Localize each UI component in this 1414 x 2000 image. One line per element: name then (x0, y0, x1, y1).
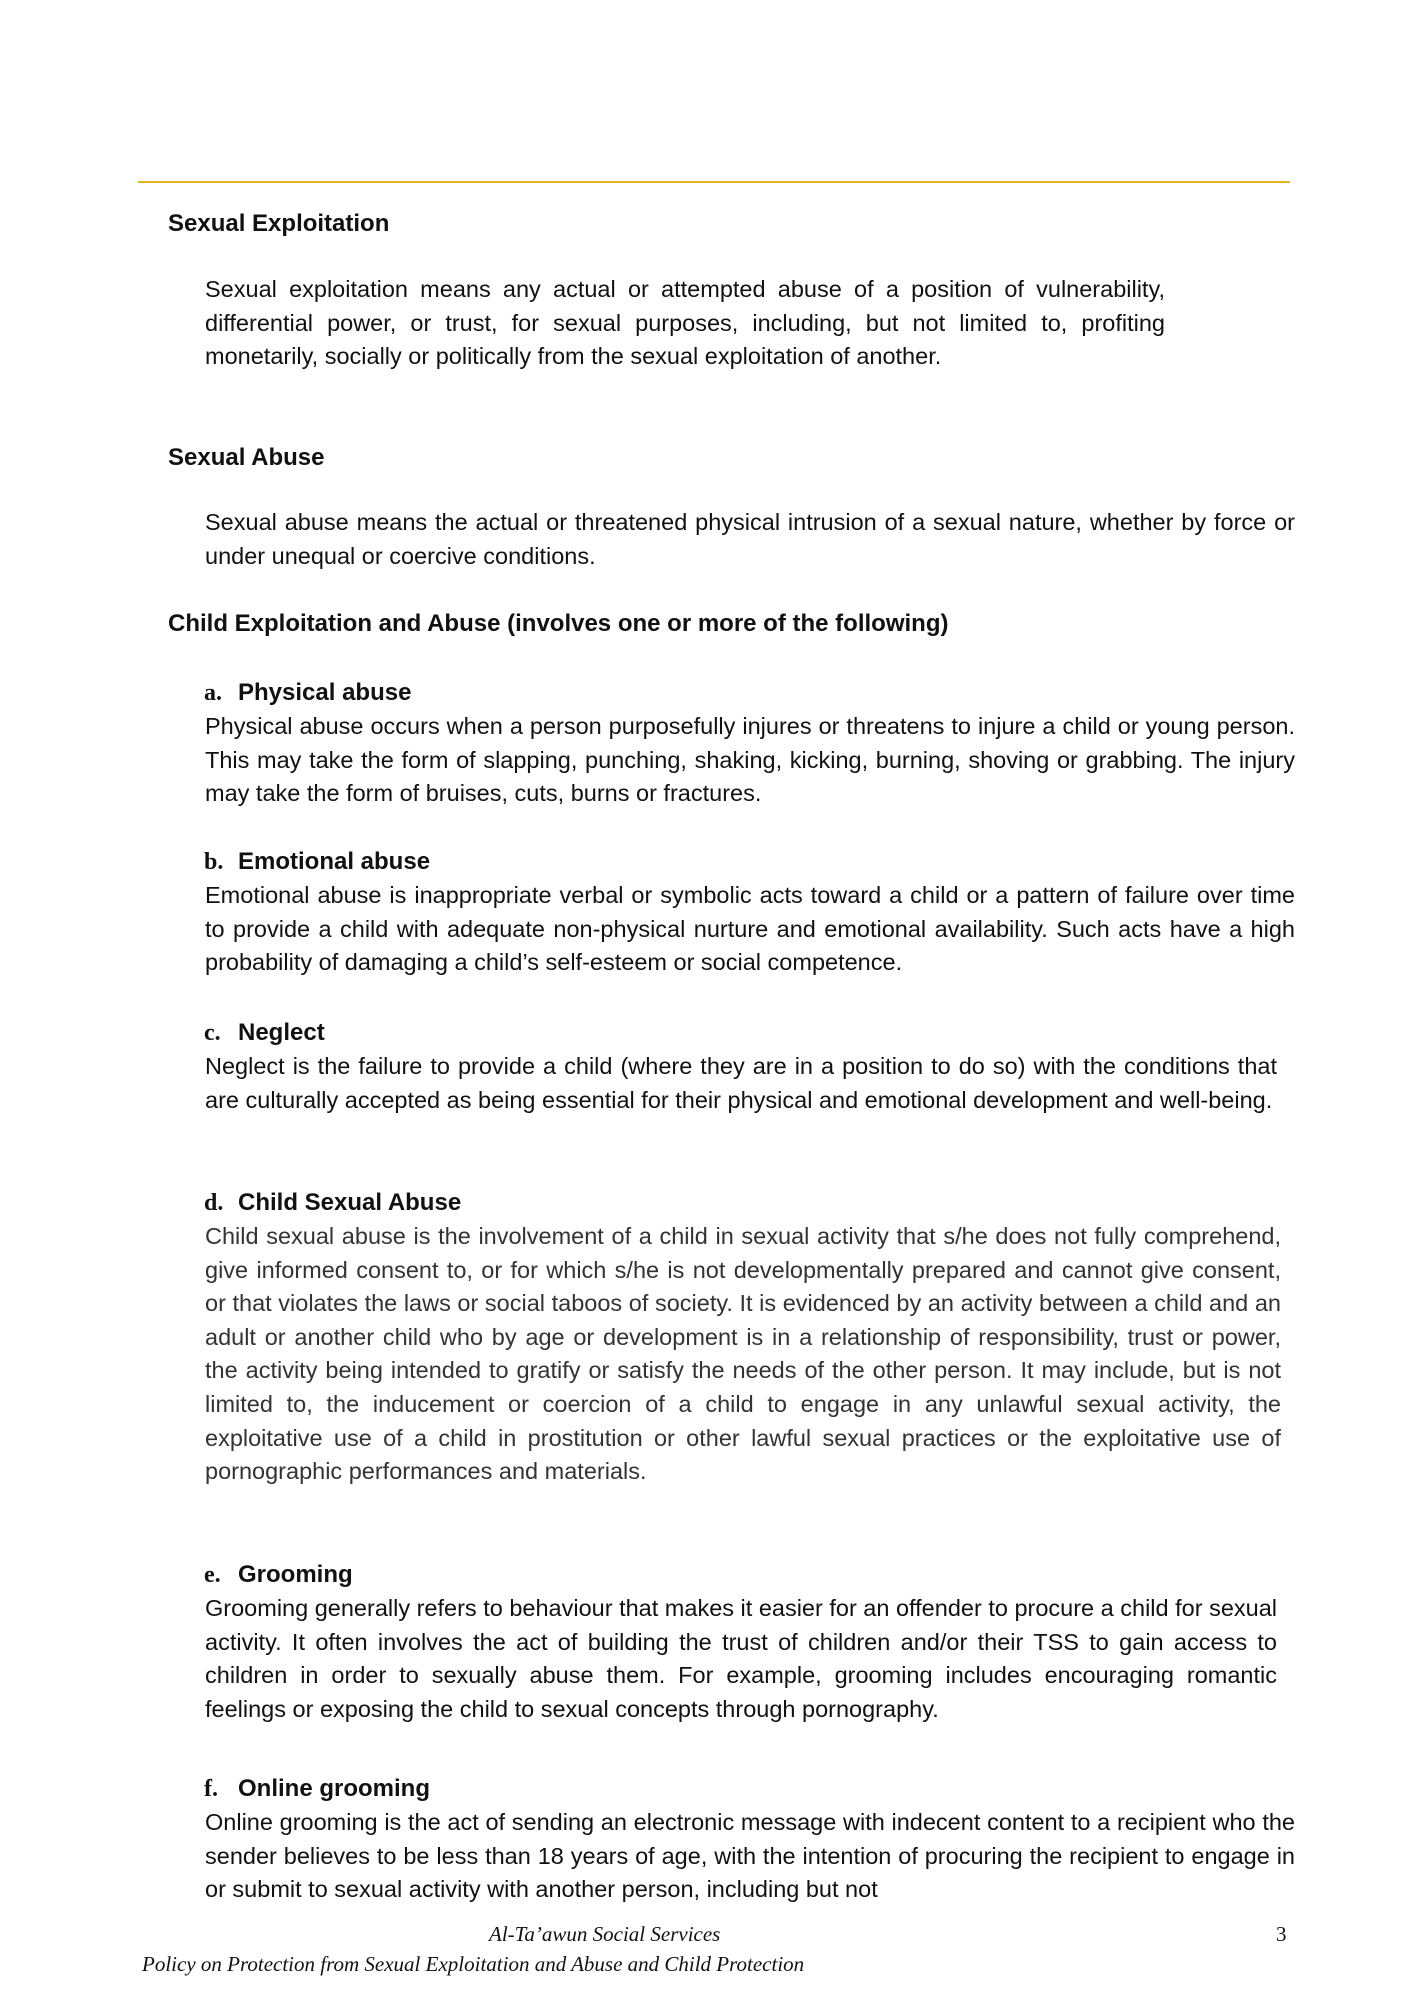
paragraph-sexual-abuse: Sexual abuse means the actual or threatened physical intrusion of a sexual nature, whether by force or under unequal or coercive conditions. (205, 509, 1295, 569)
subheading-title: Grooming (238, 1561, 353, 1588)
paragraph-neglect: Neglect is the failure to provide a child (where they are in a position to do so) with the conditions that are culturally accepted as being essential for their physical and emotional development and well-being. (205, 1053, 1277, 1113)
heading-sexual-exploitation: Sexual Exploitation (168, 210, 390, 237)
paragraph-sexual-exploitation: Sexual exploitation means any actual or attempted abuse of a position of vulnerability, differential power, or trust, for sexual purposes, including, but not limited to, profiting monetarily, socially or politically from the sexual exploitation of another. (205, 276, 1165, 370)
subheading-online-grooming (204, 1774, 430, 1804)
paragraph-emotional-abuse: Emotional abuse is inappropriate verbal or symbolic acts toward a child or a pattern of failure over time to provide a child with adequate non-physical nurture and emotional availability. Such acts have a high probability of damaging a child’s self-esteem or social competence. (205, 882, 1295, 976)
subheading-child-sexual-abuse (204, 1188, 461, 1218)
footer-organization: Al-Ta’awun Social Services (489, 1922, 721, 1946)
header-rule (138, 181, 1290, 183)
heading-sexual-abuse: Sexual Abuse (168, 444, 325, 471)
heading-child-exploitation: Child Exploitation and Abuse (involves one or more of the following) (168, 610, 949, 637)
subheading-physical-abuse (204, 678, 411, 708)
subheading-title: Neglect (238, 1019, 325, 1046)
paragraph-child-sexual-abuse: Child sexual abuse is the involvement of a child in sexual activity that s/he does not fully comprehend, give informed consent to, or for which s/he is not developmentally prepared and cannot give consent, or that violates the laws or social taboos of society. It is evidenced by an activity between a child and an adult or another child who by age or development is in a relationship of responsibility, trust or power, the activity being intended to gratify or satisfy the needs of the other person. It may include, but is not limited to, the inducement or coercion of a child to engage in any unlawful sexual activity, the exploitative use of a child in prostitution or other lawful sexual practices or the exploitative use of pornographic performances and materials. (205, 1223, 1281, 1485)
list-marker: d. (204, 1190, 224, 1216)
subheading-neglect (204, 1018, 325, 1048)
list-marker: f. (204, 1776, 218, 1802)
subheading-title: Physical abuse (238, 679, 412, 706)
subheading-title: Emotional abuse (238, 848, 431, 875)
footer-policy-title: Policy on Protection from Sexual Exploitation and Abuse and Child Protection (142, 1952, 805, 1976)
subheading-title: Child Sexual Abuse (238, 1189, 462, 1216)
list-marker: e. (204, 1562, 221, 1588)
list-marker: a. (204, 680, 222, 706)
list-marker: c. (204, 1020, 221, 1046)
paragraph-physical-abuse: Physical abuse occurs when a person purposefully injures or threatens to injure a child or young person. This may take the form of slapping, punching, shaking, kicking, burning, shoving or grabbing. The injury may take the form of bruises, cuts, burns or fractures. (205, 713, 1295, 807)
paragraph-grooming: Grooming generally refers to behaviour that makes it easier for an offender to procure a child for sexual activity. It often involves the act of building the trust of children and/or their TSS to gain access to children in order to sexually abuse them. For example, grooming includes encouraging romantic feelings or exposing the child to sexual concepts through pornography. (205, 1595, 1277, 1722)
page-number: 3 (1276, 1922, 1287, 1946)
paragraph-online-grooming: Online grooming is the act of sending an electronic message with indecent content to a recipient who the sender believes to be less than 18 years of age, with the intention of procuring the recipient to engage in or submit to sexual activity with another person, including but not (205, 1809, 1295, 1903)
subheading-emotional-abuse (204, 847, 430, 877)
subheading-title: Online grooming (238, 1775, 430, 1802)
list-marker: b. (204, 849, 224, 875)
subheading-grooming (204, 1560, 353, 1590)
